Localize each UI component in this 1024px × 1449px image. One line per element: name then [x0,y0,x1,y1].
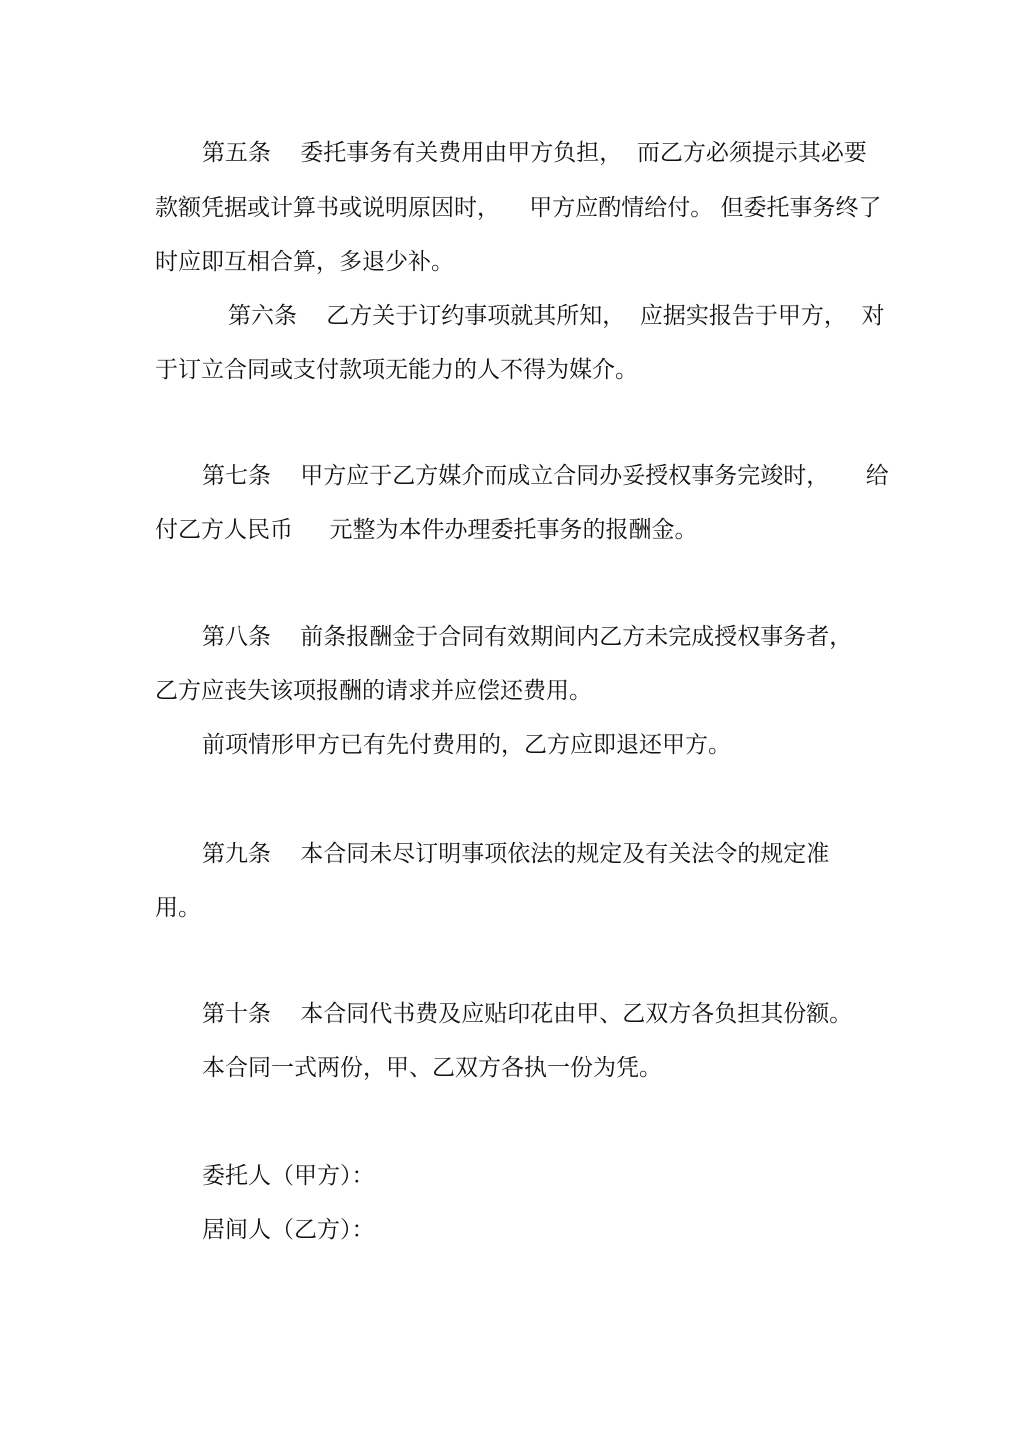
article-9-line-2: 用。 [155,895,201,921]
article-5-line-3: 时应即互相合算，多退少补。 [155,249,454,275]
article-7-line-1: 第七条 甲方应于乙方媒介而成立合同办妥授权事务完竣时， 给 [202,463,889,489]
article-8-line-3: 前项情形甲方已有先付费用的，乙方应即退还甲方。 [202,732,731,758]
intermediary-signature-label: 居间人（乙方）： [202,1217,375,1243]
principal-signature-label: 委托人（甲方）： [202,1163,375,1189]
article-6-line-2: 于订立合同或支付款项无能力的人不得为媒介。 [155,357,638,383]
article-10-line-1: 第十条 本合同代书费及应贴印花由甲、乙双方各负担其份额。 [202,1001,853,1027]
article-6-line-1: 第六条 乙方关于订约事项就其所知， 应据实报告于甲方， 对 [228,303,885,329]
article-9-line-1: 第九条 本合同未尽订明事项依法的规定及有关法令的规定准 [202,841,830,867]
article-7-line-2: 付乙方人民币 元整为本件办理委托事务的报酬金。 [155,517,698,543]
article-5-line-1: 第五条 委托事务有关费用由甲方负担， 而乙方必须提示其必要 [202,140,867,166]
article-8-line-2: 乙方应丧失该项报酬的请求并应偿还费用。 [155,678,592,704]
article-8-line-1: 第八条 前条报酬金于合同有效期间内乙方未完成授权事务者， [202,624,853,650]
article-10-line-2: 本合同一式两份，甲、乙双方各执一份为凭。 [202,1055,662,1081]
article-5-line-2: 款额凭据或计算书或说明原因时， 甲方应酌情给付。 但委托事务终了 [155,195,882,221]
